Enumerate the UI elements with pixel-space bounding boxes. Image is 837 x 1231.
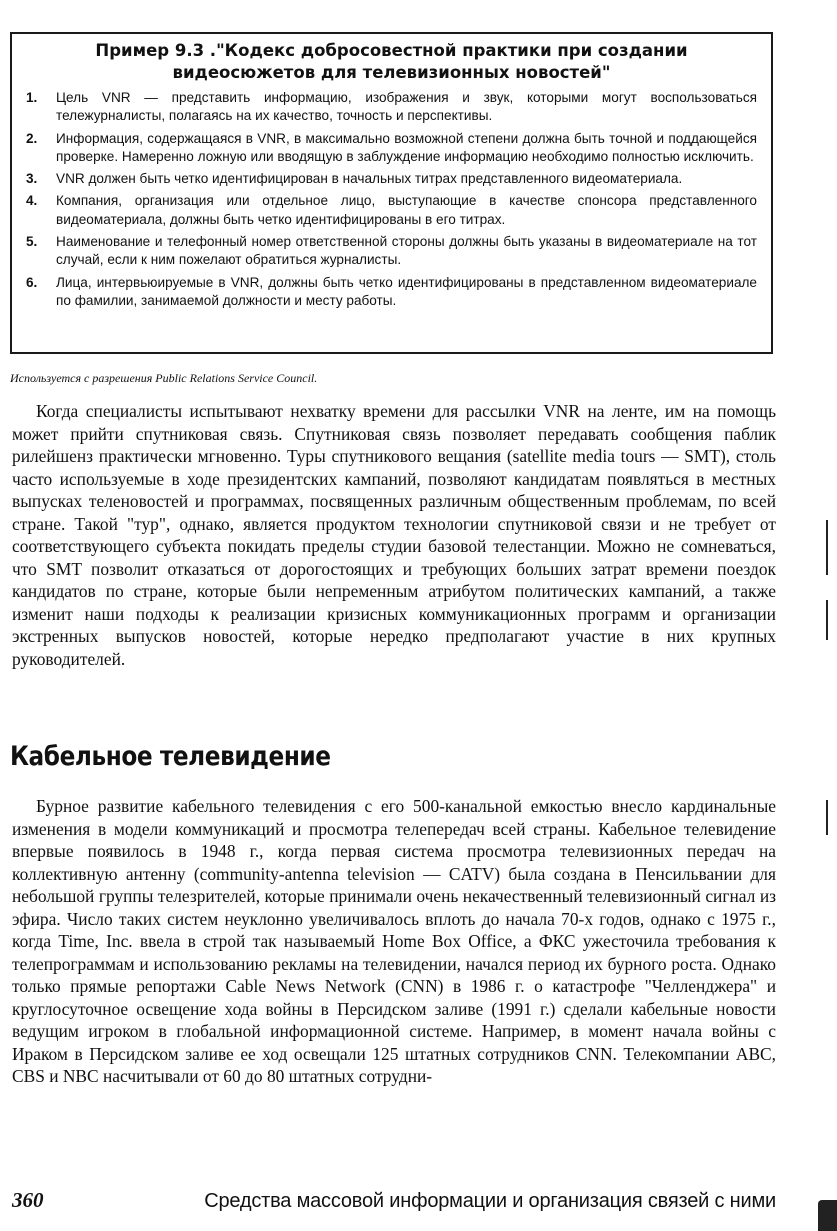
item-text: Информация, содержащаяся в VNR, в максимально возможной степени должна быть точной и поддающейся проверке. Намеренно ложную или вводящую в заблуждение информацию необходимо полностью исключить. (56, 130, 757, 164)
item-number: 2. (26, 130, 38, 146)
body-paragraph-cable: Бурное развитие кабельного телевидения с его 500-канальной емкостью внесло кардинальные изменения в модели коммуникаций и просмотра телепередач всей страны. Кабельное телевидение впервые появилось в 1948 г., когда первая система просмотра телевизионных передач на коллективную антенну (community-antenna television — CATV) была создана в Пенсильвании для небольшой группы телезрителей, которые принимали очень некачественный телевизионный сигнал из эфира. Число таких систем неуклонно увеличивалось вплоть до начала 70-х годов, однако с 1975 г., когда Time, Inc. ввела в строй так называемый Home Box Office, а ФКС ужесточила требования к телепрограммам и использованию рекламы на телевидении, начался период их бурного роста. Однако только прямые репортажи Cable News Network (CNN) в 1986 г. о катастрофе "Челленджера" и круглосуточное освещение хода войны в Персидском заливе (1991 г.) сделали кабельные новости ведущим игроком в глобальной информационной системе. Например, в момент начала войны с Ираком в Персидском заливе ее ход освещали 125 штатных сотрудников CNN. Телекомпании ABC, CBS и NBC насчитывали от 60 до 80 штатных сотрудни- (12, 796, 776, 1086)
body-paragraph-satellite: Когда специалисты испытывают нехватку времени для рассылки VNR на ленте, им на помощь может прийти спутниковая связь. Спутниковая связь позволяет передавать сообщения паблик рилейшенз практически мгновенно. Туры спутникового вещания (satellite media tours — SMT), столь часто используемые в ходе президентских кампаний, позволяют кандидатам появляться в местных выпусках теленовостей и программах, посвященных различным общественным проблемам, по всей стране. Такой "тур", однако, является продуктом технологии спутниковой связи и не требует от соответствующего субъекта покидать пределы студии базовой телестанции. Можно не сомневаться, что SMT позволит отказаться от дорогостоящих и требующих больших затрат времени поездок кандидатов по стране, которые были непременным атрибутом политических кампаний, а также изменит наши подходы к реализации кризисных коммуникационных программ и организации экстренных выпусков новостей, которые нередко предполагают участие в них крупных руководителей. (12, 401, 776, 669)
item-text: Лица, интервьюируемые в VNR, должны быть четко идентифицированы в представленном видеоматериале по фамилии, занимаемой должности и месту работы. (56, 274, 757, 308)
item-text: Цель VNR — представить информацию, изображения и звук, которыми могут воспользоваться тележурналисты, полагаясь на их качество, точность и перспективы. (56, 90, 757, 124)
item-text: Компания, организация или отдельное лицо, выступающие в качестве спонсора представленного видеоматериала, должны быть четко идентифицированы в его титрах. (56, 193, 757, 227)
code-rules-list (26, 89, 757, 310)
list-item (26, 170, 757, 188)
running-title: Средства массовой информации и организация связей с ними (204, 1190, 776, 1212)
credit-line: Используется с разрешения Public Relations Service Council. (10, 371, 318, 385)
item-number: 3. (26, 171, 38, 187)
list-item (26, 192, 757, 229)
item-text: VNR должен быть четко идентифицирован в начальных титрах представленного видеоматериала. (56, 171, 683, 187)
scan-edge-mark (826, 520, 828, 575)
item-number: 5. (26, 234, 38, 250)
item-text: Наименование и телефонный номер ответственной стороны должны быть указаны в видеоматериале на тот случай, если к ним пожелают обратиться журналисты. (56, 234, 757, 268)
list-item (26, 130, 757, 167)
page-number: 360 (12, 1188, 44, 1212)
list-item (26, 274, 757, 311)
list-item (26, 233, 757, 270)
item-number: 6. (26, 274, 38, 290)
example-box (10, 32, 773, 354)
section-heading: Кабельное телевидение (10, 741, 331, 772)
example-box-title: Пример 9.3 ."Кодекс добросовестной практики при создании видеосюжетов для телевизионных новостей" (95, 41, 688, 82)
scan-edge-mark (826, 600, 828, 640)
item-number: 1. (26, 90, 38, 105)
scan-edge-mark (826, 800, 828, 835)
item-number: 4. (26, 193, 38, 209)
page-footer (12, 1188, 776, 1213)
scan-corner-mark (818, 1200, 837, 1231)
list-item (26, 89, 757, 126)
